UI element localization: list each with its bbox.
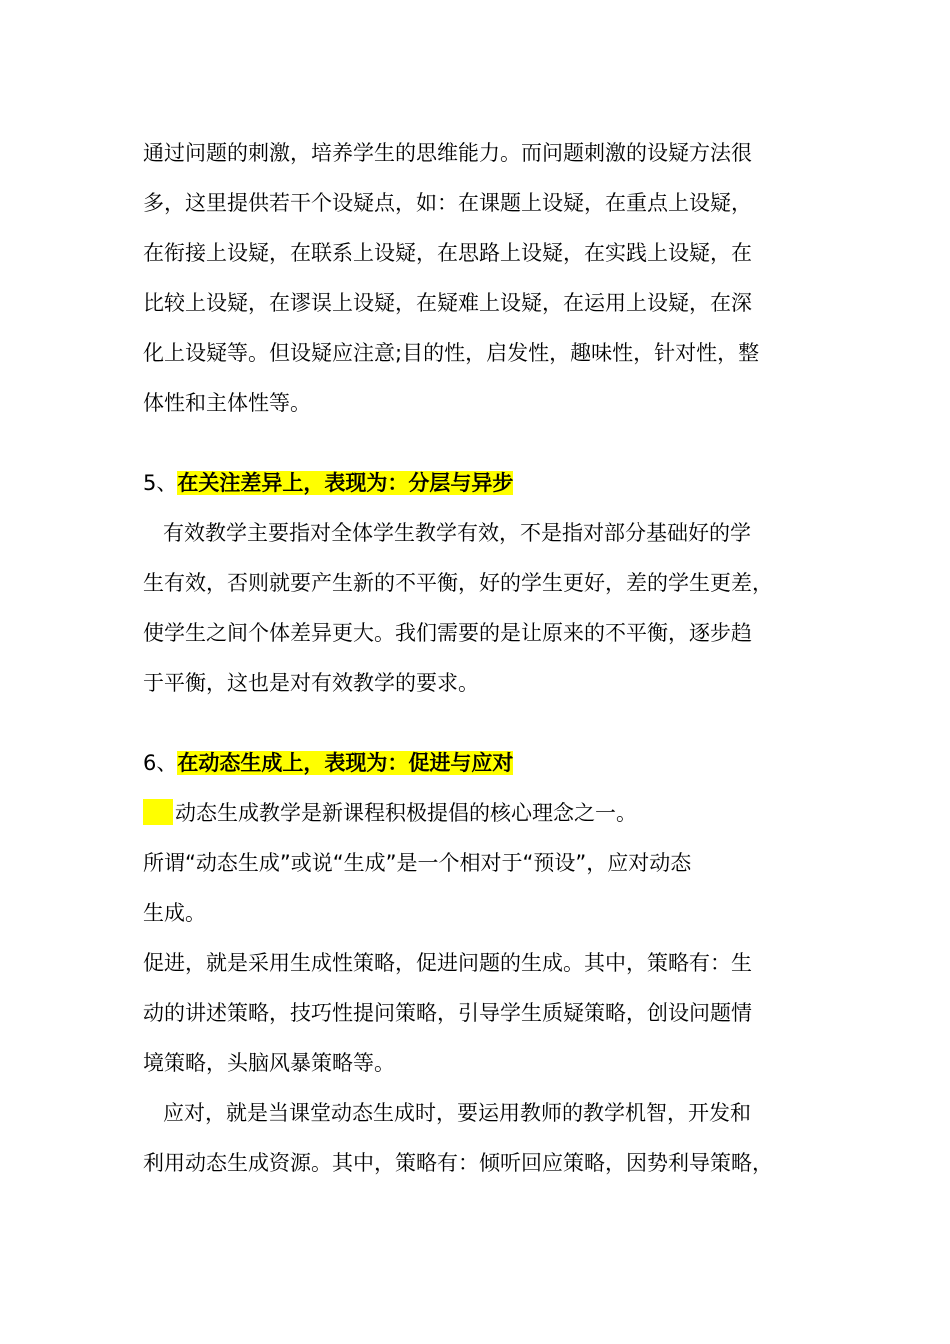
section-6-heading — [143, 738, 808, 788]
section-5-title: 在关注差异上，表现为：分层与异步 — [177, 471, 514, 495]
text-line: 于平衡，这也是对有效教学的要求。 — [143, 671, 479, 695]
text-line: 化上设疑等。但设疑应注意;目的性，启发性，趣味性，针对性，整 — [143, 341, 760, 365]
paragraph-questioning — [143, 128, 808, 428]
text-line: 比较上设疑，在谬误上设疑，在疑难上设疑，在运用上设疑，在深 — [143, 291, 752, 315]
section-6-definition — [143, 838, 808, 938]
spacer — [143, 428, 808, 458]
text-line: 在衔接上设疑，在联系上设疑，在思路上设疑，在实践上设疑，在 — [143, 241, 752, 265]
section-6-promote — [143, 938, 808, 1088]
text-line: 生有效，否则就要产生新的不平衡，好的学生更好，差的学生更差， — [143, 571, 773, 595]
text-line: 多，这里提供若干个设疑点，如：在课题上设疑，在重点上设疑， — [143, 191, 752, 215]
section-6-respond — [143, 1088, 808, 1188]
text-line: 生成。 — [143, 901, 206, 925]
text-line: 通过问题的刺激，培养学生的思维能力。而问题刺激的设疑方法很 — [143, 141, 752, 165]
text-line: 促进，就是采用生成性策略，促进问题的生成。其中，策略有：生 — [143, 951, 752, 975]
text-line: 利用动态生成资源。其中，策略有：倾听回应策略，因势利导策略， — [143, 1151, 773, 1175]
section-5-heading — [143, 458, 808, 508]
spacer — [143, 708, 808, 738]
text-line: 所谓“动态生成”或说“生成”是一个相对于“预设”，应对动态 — [143, 851, 692, 875]
text-line: 体性和主体性等。 — [143, 391, 311, 415]
section-5-paragraph — [143, 508, 808, 708]
text-line: 境策略，头脑风暴策略等。 — [143, 1051, 395, 1075]
text-line: 应对，就是当课堂动态生成时，要运用教师的教学机智，开发和 — [163, 1101, 751, 1125]
highlight-marker — [143, 799, 173, 825]
document-body — [143, 128, 808, 1188]
section-6-intro: 动态生成教学是新课程积极提倡的核心理念之一。 — [175, 801, 637, 825]
text-line: 有效教学主要指对全体学生教学有效，不是指对部分基础好的学 — [163, 521, 751, 545]
section-6-intro-line — [143, 788, 808, 838]
section-6-title: 在动态生成上，表现为：促进与应对 — [177, 751, 514, 775]
text-line: 使学生之间个体差异更大。我们需要的是让原来的不平衡，逐步趋 — [143, 621, 752, 645]
text-line: 动的讲述策略，技巧性提问策略，引导学生质疑策略，创设问题情 — [143, 1001, 752, 1025]
section-5-number: 5、 — [143, 471, 178, 495]
section-6-number: 6、 — [143, 751, 178, 775]
